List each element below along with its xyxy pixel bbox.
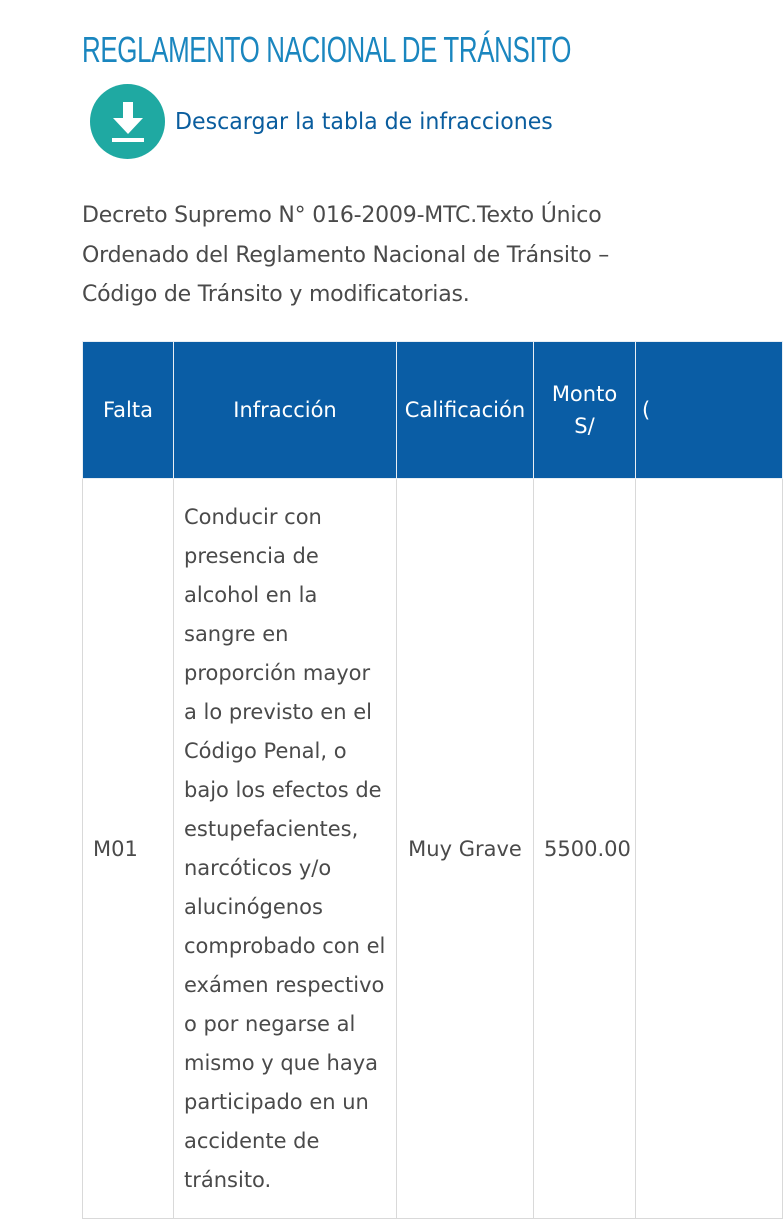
header-infraccion: Infracción xyxy=(174,342,397,479)
header-calificacion: Calificación xyxy=(397,342,534,479)
table-row xyxy=(83,479,783,1219)
infractions-table-container[interactable] xyxy=(82,341,651,1200)
infractions-table xyxy=(82,341,783,1219)
download-label[interactable]: Descargar la tabla de infracciones xyxy=(175,108,553,135)
header-falta: Falta xyxy=(83,342,174,479)
header-next-partial-text: ( xyxy=(642,398,651,422)
cell-infraccion-text: Conducir con presencia de alcohol en la sangre en proporción mayor a lo previsto en el Código Penal, o bajo los efectos de estupefacientes, narcóticos y/o alucinógenos comprobado con el exámen respectivo o por negarse al mismo y que haya participado en un accidente de tránsito. xyxy=(184,504,386,1192)
header-monto-label: Monto xyxy=(551,382,618,406)
download-icon[interactable] xyxy=(90,84,165,159)
header-monto-currency: S/ xyxy=(574,414,595,438)
cell-next xyxy=(636,479,783,1219)
header-monto xyxy=(534,342,636,479)
page-title: REGLAMENTO NACIONAL DE TRÁNSITO xyxy=(82,29,572,70)
download-table-link[interactable] xyxy=(90,84,569,159)
table-header-row xyxy=(83,342,783,479)
cell-falta: M01 xyxy=(83,479,174,1219)
cell-calificacion: Muy Grave xyxy=(397,479,534,1219)
intro-paragraph: Decreto Supremo N° 016-2009-MTC.Texto Único Ordenado del Reglamento Nacional de Tránsito – Código de Tránsito y modificatorias. xyxy=(82,203,610,307)
header-next-partial xyxy=(636,342,783,479)
cell-infraccion xyxy=(174,479,397,1219)
cell-monto: 5500.00 xyxy=(534,479,636,1219)
